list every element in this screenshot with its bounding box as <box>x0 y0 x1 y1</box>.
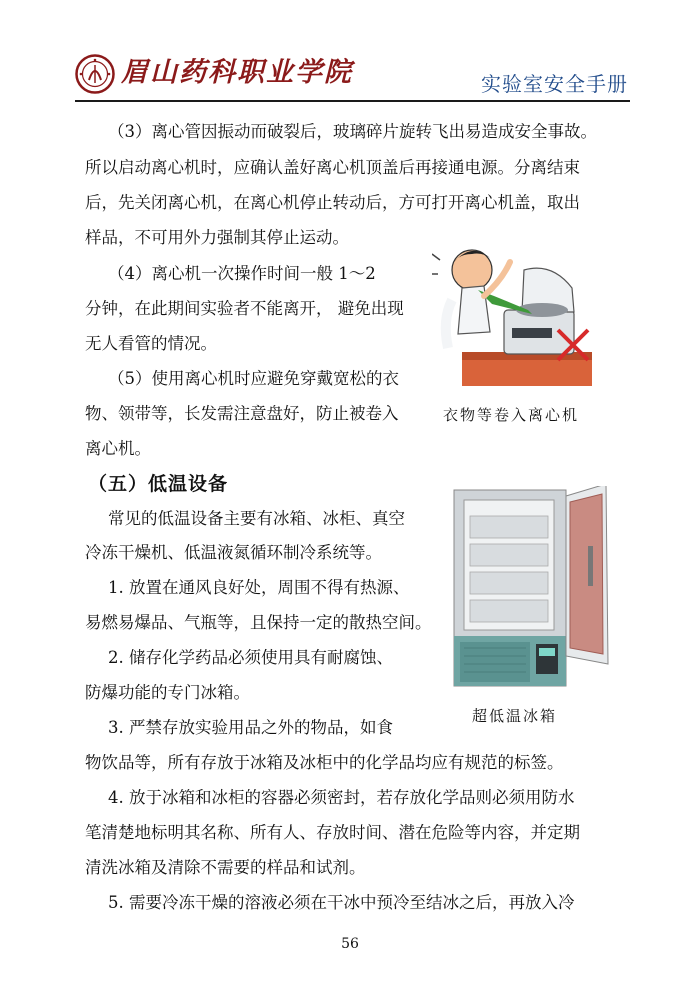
body-line: 分钟，在此期间实验者不能离开， 避免出现 <box>85 299 404 318</box>
body-line: 样品，不可用外力强制其停止运动。 <box>85 228 349 247</box>
page-number: 56 <box>341 936 359 952</box>
body-line: 5. 需要冷冻干燥的溶液必须在干冰中预冷至结冰之后，再放入冷 <box>108 893 575 912</box>
body-line: 冷冻干燥机、低温液氮循环制冷系统等。 <box>85 543 382 562</box>
body-line: 后，先关闭离心机，在离心机停止转动后，方可打开离心机盖，取出 <box>85 193 580 212</box>
body-line: （3）离心管因振动而破裂后，玻璃碎片旋转飞出易造成安全事故。 <box>108 122 597 141</box>
body-line: 1. 放置在通风良好处，周围不得有热源、 <box>108 578 410 597</box>
centrifuge-caption: 衣物等卷入离心机 <box>443 406 580 424</box>
body-line: 防爆功能的专门冰箱。 <box>85 683 250 702</box>
section-heading: （五）低温设备 <box>88 473 229 495</box>
body-line: 常见的低温设备主要有冰箱、冰柜、真空 <box>108 509 405 528</box>
body-line: 物饮品等，所有存放于冰箱及冰柜中的化学品均应有规范的标签。 <box>85 753 564 772</box>
body-line: 4. 放于冰箱和冰柜的容器必须密封，若存放化学品则必须用防水 <box>108 788 575 807</box>
body-line: 3. 严禁存放实验用品之外的物品，如食 <box>108 718 393 737</box>
body-line: 物、领带等，长发需注意盘好，防止被卷入 <box>85 404 399 423</box>
body-line: 离心机。 <box>85 439 151 458</box>
body-line: （5）使用离心机时应避免穿戴宽松的衣 <box>108 369 399 388</box>
college-seal-icon <box>75 54 115 94</box>
body-line: 清洗冰箱及清除不需要的样品和试剂。 <box>85 858 366 877</box>
body-line: （4）离心机一次操作时间一般 1～2 <box>108 264 376 283</box>
freezer-caption: 超低温冰箱 <box>472 707 558 725</box>
ultra-low-freezer-illustration <box>450 486 612 692</box>
body-line: 所以启动离心机时，应确认盖好离心机顶盖后再接通电源。分离结束 <box>85 158 580 177</box>
body-line: 2. 储存化学药品必须使用具有耐腐蚀、 <box>108 648 393 667</box>
body-line: 笔清楚地标明其名称、所有人、存放时间、潜在危险等内容，并定期 <box>85 823 580 842</box>
body-line: 易燃易爆品、气瓶等，且保持一定的散热空间。 <box>85 613 432 632</box>
college-logo-text: 眉山药科职业学院 <box>121 57 353 88</box>
page-header <box>75 48 630 98</box>
centrifuge-hazard-illustration <box>432 240 592 390</box>
header-rule <box>75 100 630 102</box>
body-line: 无人看管的情况。 <box>85 334 217 353</box>
manual-title: 实验室安全手册 <box>481 72 628 96</box>
